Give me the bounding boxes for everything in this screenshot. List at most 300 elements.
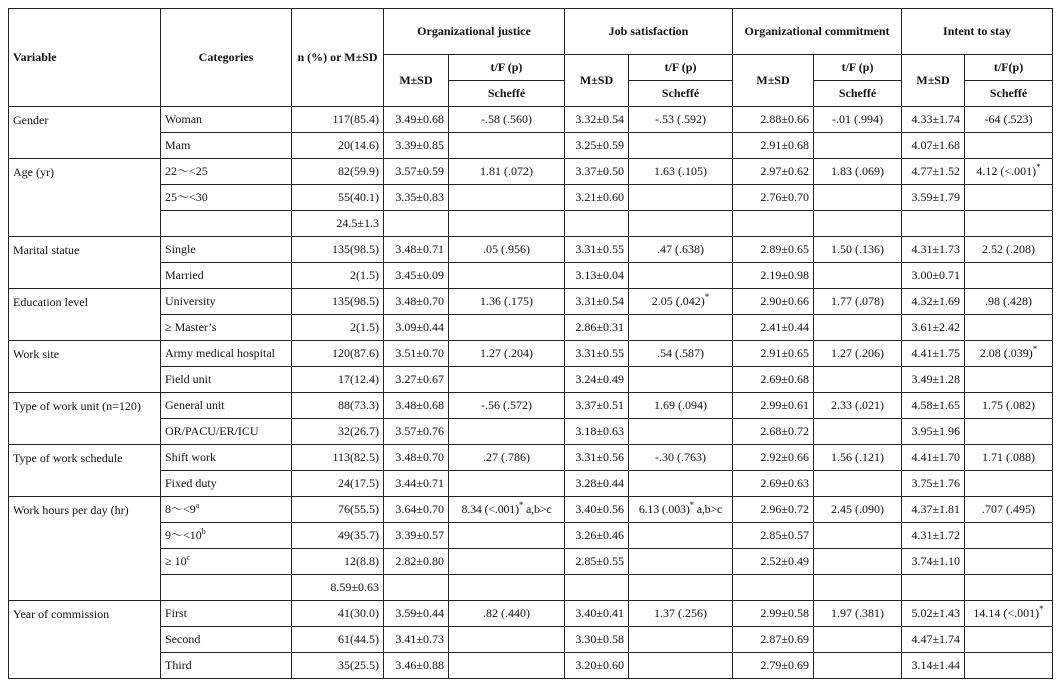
table-row bbox=[9, 107, 1053, 133]
organizational-justice-msd-cell: 3.27±0.67 bbox=[384, 367, 449, 393]
intent-to-stay-tf-text: 14.14 (<.001) bbox=[973, 606, 1040, 620]
job-satisfaction-tf-cell bbox=[629, 159, 733, 185]
category-cell bbox=[161, 575, 292, 601]
table-row bbox=[9, 237, 1053, 263]
job-satisfaction-tf-text: 6.13 (.003) bbox=[638, 502, 690, 516]
header-js-tfp: t/F (p) bbox=[629, 55, 733, 81]
organizational-commitment-msd-cell: 2.88±0.66 bbox=[733, 107, 814, 133]
n-cell: 76(55.5) bbox=[292, 497, 384, 523]
organizational-commitment-tf-text: 1.97 (.381) bbox=[831, 606, 885, 620]
job-satisfaction-tf-cell bbox=[629, 653, 733, 679]
intent-to-stay-tf-cell bbox=[965, 653, 1053, 679]
intent-to-stay-tf-cell bbox=[965, 159, 1053, 185]
table-row bbox=[9, 419, 1053, 445]
n-cell: 24.5±1.3 bbox=[292, 211, 384, 237]
table-row bbox=[9, 523, 1053, 549]
header-js-msd: M±SD bbox=[565, 55, 629, 107]
organizational-commitment-msd-cell: 2.89±0.65 bbox=[733, 237, 814, 263]
organizational-commitment-tf-cell bbox=[814, 653, 902, 679]
job-satisfaction-msd-cell: 3.40±0.56 bbox=[565, 497, 629, 523]
category-text: Woman bbox=[165, 112, 203, 126]
organizational-justice-msd-cell: 3.48±0.70 bbox=[384, 289, 449, 315]
intent-to-stay-tf-cell bbox=[965, 549, 1053, 575]
n-cell: 24(17.5) bbox=[292, 471, 384, 497]
intent-to-stay-msd-cell: 3.61±2.42 bbox=[902, 315, 965, 341]
category-cell bbox=[161, 289, 292, 315]
organizational-commitment-tf-cell bbox=[814, 185, 902, 211]
intent-to-stay-tf-text: 2.08 (.039) bbox=[979, 346, 1033, 360]
n-cell: 8.59±0.63 bbox=[292, 575, 384, 601]
category-text: 8～<9 bbox=[165, 502, 196, 516]
intent-to-stay-msd-cell: 4.77±1.52 bbox=[902, 159, 965, 185]
n-cell: 32(26.7) bbox=[292, 419, 384, 445]
organizational-justice-tf-cell bbox=[449, 211, 565, 237]
job-satisfaction-tf-cell bbox=[629, 471, 733, 497]
category-cell bbox=[161, 471, 292, 497]
intent-to-stay-tf-cell bbox=[965, 211, 1053, 237]
intent-to-stay-tf-cell bbox=[965, 575, 1053, 601]
category-cell bbox=[161, 601, 292, 627]
table-row bbox=[9, 159, 1053, 185]
organizational-commitment-tf-text: 1.27 (.206) bbox=[831, 346, 885, 360]
organizational-justice-tf-cell bbox=[449, 159, 565, 185]
category-cell bbox=[161, 419, 292, 445]
header-organizational-commitment: Organizational commitment bbox=[733, 9, 902, 55]
n-cell: 135(98.5) bbox=[292, 289, 384, 315]
table-row bbox=[9, 575, 1053, 601]
category-text: Married bbox=[165, 268, 204, 282]
organizational-justice-tf-cell bbox=[449, 237, 565, 263]
intent-to-stay-msd-cell: 3.59±1.79 bbox=[902, 185, 965, 211]
organizational-justice-tf-cell bbox=[449, 471, 565, 497]
table-row bbox=[9, 627, 1053, 653]
job-satisfaction-msd-cell: 3.37±0.50 bbox=[565, 159, 629, 185]
job-satisfaction-tf-cell bbox=[629, 289, 733, 315]
header-js-scheffe: Scheffé bbox=[629, 81, 733, 107]
category-cell bbox=[161, 237, 292, 263]
job-satisfaction-tf-cell bbox=[629, 523, 733, 549]
intent-to-stay-msd-cell: 4.07±1.68 bbox=[902, 133, 965, 159]
job-satisfaction-tf-cell bbox=[629, 445, 733, 471]
category-cell bbox=[161, 315, 292, 341]
intent-to-stay-msd-cell: 3.14±1.44 bbox=[902, 653, 965, 679]
organizational-justice-tf-text: -.58 (.560) bbox=[481, 112, 532, 126]
organizational-justice-msd-cell: 3.48±0.71 bbox=[384, 237, 449, 263]
job-satisfaction-tf-text: 1.63 (.105) bbox=[654, 164, 707, 178]
n-cell: 113(82.5) bbox=[292, 445, 384, 471]
job-satisfaction-tf-cell bbox=[629, 185, 733, 211]
organizational-justice-tf-text: 1.36 (.175) bbox=[480, 294, 533, 308]
variable-cell: Age (yr) bbox=[9, 159, 161, 237]
job-satisfaction-tf-cell bbox=[629, 107, 733, 133]
organizational-commitment-tf-cell bbox=[814, 627, 902, 653]
intent-to-stay-tf-cell bbox=[965, 185, 1053, 211]
n-cell: 117(85.4) bbox=[292, 107, 384, 133]
job-satisfaction-msd-cell: 3.32±0.54 bbox=[565, 107, 629, 133]
n-cell: 41(30.0) bbox=[292, 601, 384, 627]
variable-cell: Type of work unit (n=120) bbox=[9, 393, 161, 445]
intent-to-stay-tf-text: 4.12 (<.001) bbox=[976, 164, 1037, 178]
organizational-justice-msd-cell: 3.41±0.73 bbox=[384, 627, 449, 653]
header-oj-scheffe: Scheffé bbox=[449, 81, 565, 107]
organizational-justice-msd-cell: 3.09±0.44 bbox=[384, 315, 449, 341]
intent-to-stay-msd-cell: 4.31±1.73 bbox=[902, 237, 965, 263]
table-row bbox=[9, 497, 1053, 523]
organizational-justice-tf-cell bbox=[449, 523, 565, 549]
organizational-commitment-tf-cell bbox=[814, 575, 902, 601]
organizational-commitment-msd-cell: 2.91±0.65 bbox=[733, 341, 814, 367]
intent-to-stay-msd-cell: 3.95±1.96 bbox=[902, 419, 965, 445]
organizational-commitment-msd-cell: 2.87±0.69 bbox=[733, 627, 814, 653]
organizational-justice-tf-cell bbox=[449, 393, 565, 419]
table-body bbox=[9, 107, 1053, 679]
category-cell bbox=[161, 549, 292, 575]
category-text: First bbox=[165, 606, 188, 620]
header-oc-scheffe: Scheffé bbox=[814, 81, 902, 107]
header-intent-to-stay: Intent to stay bbox=[902, 9, 1053, 55]
category-cell bbox=[161, 263, 292, 289]
job-satisfaction-tf-cell bbox=[629, 237, 733, 263]
organizational-justice-tf-text: -.56 (.572) bbox=[481, 398, 532, 412]
table-row bbox=[9, 341, 1053, 367]
organizational-commitment-tf-text: 1.56 (.121) bbox=[831, 450, 885, 464]
job-satisfaction-msd-cell: 3.31±0.56 bbox=[565, 445, 629, 471]
job-satisfaction-msd-cell: 3.26±0.46 bbox=[565, 523, 629, 549]
organizational-commitment-msd-cell: 2.97±0.62 bbox=[733, 159, 814, 185]
intent-to-stay-tf-cell bbox=[965, 497, 1053, 523]
intent-to-stay-msd-cell: 4.32±1.69 bbox=[902, 289, 965, 315]
organizational-commitment-tf-cell bbox=[814, 159, 902, 185]
job-satisfaction-msd-cell: 3.20±0.60 bbox=[565, 653, 629, 679]
n-cell: 135(98.5) bbox=[292, 237, 384, 263]
organizational-justice-msd-cell: 3.51±0.70 bbox=[384, 341, 449, 367]
n-cell: 12(8.8) bbox=[292, 549, 384, 575]
category-cell bbox=[161, 627, 292, 653]
table-row bbox=[9, 211, 1053, 237]
organizational-commitment-msd-cell: 2.19±0.98 bbox=[733, 263, 814, 289]
significance-marker: * bbox=[1039, 604, 1044, 614]
organizational-commitment-msd-cell: 2.85±0.57 bbox=[733, 523, 814, 549]
variable-cell: Work site bbox=[9, 341, 161, 393]
organizational-commitment-tf-cell bbox=[814, 289, 902, 315]
job-satisfaction-tf-text: 1.69 (.094) bbox=[654, 398, 707, 412]
intent-to-stay-tf-cell bbox=[965, 627, 1053, 653]
category-cell bbox=[161, 159, 292, 185]
variable-cell: Education level bbox=[9, 289, 161, 341]
organizational-justice-tf-cell bbox=[449, 133, 565, 159]
header-oc-tfp: t/F (p) bbox=[814, 55, 902, 81]
intent-to-stay-tf-cell bbox=[965, 341, 1053, 367]
job-satisfaction-msd-cell: 3.31±0.55 bbox=[565, 341, 629, 367]
variable-cell: Type of work schedule bbox=[9, 445, 161, 497]
organizational-justice-tf-cell bbox=[449, 367, 565, 393]
organizational-justice-tf-text: .27 (.786) bbox=[483, 450, 530, 464]
category-text: ≥ 10 bbox=[165, 554, 187, 568]
n-cell: 49(35.7) bbox=[292, 523, 384, 549]
intent-to-stay-tf-text: -64 (.523) bbox=[984, 112, 1033, 126]
intent-to-stay-tf-cell bbox=[965, 315, 1053, 341]
category-cell bbox=[161, 523, 292, 549]
organizational-justice-tf-text: .05 (.956) bbox=[483, 242, 530, 256]
organizational-justice-tf-cell bbox=[449, 263, 565, 289]
organizational-commitment-msd-cell: 2.69±0.68 bbox=[733, 367, 814, 393]
n-cell: 17(12.4) bbox=[292, 367, 384, 393]
organizational-justice-tf-cell bbox=[449, 445, 565, 471]
significance-marker: * bbox=[704, 292, 710, 302]
organizational-justice-tf-cell bbox=[449, 627, 565, 653]
intent-to-stay-msd-cell: 4.37±1.81 bbox=[902, 497, 965, 523]
organizational-commitment-msd-cell: 2.96±0.72 bbox=[733, 497, 814, 523]
table-header bbox=[9, 9, 1053, 107]
organizational-commitment-tf-cell bbox=[814, 237, 902, 263]
job-satisfaction-tf-cell bbox=[629, 211, 733, 237]
organizational-commitment-tf-text: 1.77 (.078) bbox=[831, 294, 885, 308]
organizational-justice-tf-cell bbox=[449, 185, 565, 211]
n-cell: 2(1.5) bbox=[292, 315, 384, 341]
intent-to-stay-msd-cell bbox=[902, 211, 965, 237]
organizational-commitment-tf-cell bbox=[814, 549, 902, 575]
organizational-justice-tf-cell bbox=[449, 289, 565, 315]
job-satisfaction-tf-cell bbox=[629, 367, 733, 393]
table-row bbox=[9, 445, 1053, 471]
intent-to-stay-tf-cell bbox=[965, 601, 1053, 627]
organizational-commitment-tf-cell bbox=[814, 419, 902, 445]
category-cell bbox=[161, 133, 292, 159]
organizational-commitment-tf-cell bbox=[814, 107, 902, 133]
organizational-commitment-msd-cell bbox=[733, 575, 814, 601]
organizational-commitment-msd-cell: 2.41±0.44 bbox=[733, 315, 814, 341]
table-row bbox=[9, 393, 1053, 419]
job-satisfaction-tf-text: 1.37 (.256) bbox=[654, 606, 707, 620]
job-satisfaction-tf-text: -.53 (.592) bbox=[655, 112, 706, 126]
organizational-commitment-msd-cell: 2.52±0.49 bbox=[733, 549, 814, 575]
organizational-commitment-tf-cell bbox=[814, 367, 902, 393]
job-satisfaction-msd-cell: 2.86±0.31 bbox=[565, 315, 629, 341]
job-satisfaction-msd-cell: 3.13±0.04 bbox=[565, 263, 629, 289]
intent-to-stay-tf-cell bbox=[965, 419, 1053, 445]
organizational-justice-tf-cell bbox=[449, 601, 565, 627]
table-row bbox=[9, 185, 1053, 211]
job-satisfaction-tf-cell bbox=[629, 341, 733, 367]
organizational-justice-tf-text: 1.81 (.072) bbox=[480, 164, 533, 178]
n-cell: 61(44.5) bbox=[292, 627, 384, 653]
job-satisfaction-tf-text: .47 (.638) bbox=[657, 242, 704, 256]
category-superscript: c bbox=[186, 553, 191, 562]
category-text: General unit bbox=[165, 398, 225, 412]
job-satisfaction-msd-cell: 3.18±0.63 bbox=[565, 419, 629, 445]
organizational-justice-msd-cell: 3.57±0.59 bbox=[384, 159, 449, 185]
job-satisfaction-tf-cell bbox=[629, 133, 733, 159]
intent-to-stay-tf-text: 1.75 (.082) bbox=[982, 398, 1036, 412]
scheffe-posthoc: a,b>c bbox=[523, 502, 552, 516]
organizational-justice-tf-text: 1.27 (.204) bbox=[480, 346, 533, 360]
job-satisfaction-msd-cell: 3.37±0.51 bbox=[565, 393, 629, 419]
intent-to-stay-msd-cell: 3.74±1.10 bbox=[902, 549, 965, 575]
job-satisfaction-tf-cell bbox=[629, 601, 733, 627]
category-text: Army medical hospital bbox=[165, 346, 275, 360]
header-job-satisfaction: Job satisfaction bbox=[565, 9, 733, 55]
job-satisfaction-msd-cell bbox=[565, 211, 629, 237]
job-satisfaction-tf-cell bbox=[629, 393, 733, 419]
intent-to-stay-msd-cell: 4.33±1.74 bbox=[902, 107, 965, 133]
organizational-justice-tf-cell bbox=[449, 549, 565, 575]
job-satisfaction-tf-cell bbox=[629, 627, 733, 653]
category-cell bbox=[161, 445, 292, 471]
category-text: Shift work bbox=[165, 450, 216, 464]
organizational-commitment-msd-cell: 2.76±0.70 bbox=[733, 185, 814, 211]
intent-to-stay-tf-cell bbox=[965, 393, 1053, 419]
job-satisfaction-msd-cell: 2.85±0.55 bbox=[565, 549, 629, 575]
scheffe-posthoc: a,b>c bbox=[693, 502, 723, 516]
table-row bbox=[9, 549, 1053, 575]
category-cell bbox=[161, 185, 292, 211]
organizational-justice-msd-cell: 3.44±0.71 bbox=[384, 471, 449, 497]
header-categories: Categories bbox=[161, 9, 292, 107]
category-text: 22～<25 bbox=[165, 164, 208, 178]
organizational-commitment-msd-cell: 2.69±0.63 bbox=[733, 471, 814, 497]
organizational-commitment-msd-cell bbox=[733, 211, 814, 237]
header-is-tfp: t/F(p) bbox=[965, 55, 1053, 81]
n-cell: 55(40.1) bbox=[292, 185, 384, 211]
significance-marker: * bbox=[689, 500, 694, 510]
organizational-justice-msd-cell: 3.39±0.57 bbox=[384, 523, 449, 549]
table-row bbox=[9, 653, 1053, 679]
category-cell bbox=[161, 211, 292, 237]
organizational-commitment-tf-text: 1.83 (.069) bbox=[831, 164, 885, 178]
organizational-justice-msd-cell: 3.64±0.70 bbox=[384, 497, 449, 523]
table-row bbox=[9, 367, 1053, 393]
organizational-justice-msd-cell: 3.49±0.68 bbox=[384, 107, 449, 133]
intent-to-stay-tf-cell bbox=[965, 471, 1053, 497]
job-satisfaction-msd-cell: 3.24±0.49 bbox=[565, 367, 629, 393]
category-cell bbox=[161, 393, 292, 419]
organizational-justice-tf-cell bbox=[449, 575, 565, 601]
organizational-justice-msd-cell: 3.46±0.88 bbox=[384, 653, 449, 679]
organizational-justice-msd-cell: 3.59±0.44 bbox=[384, 601, 449, 627]
organizational-commitment-tf-cell bbox=[814, 133, 902, 159]
table-row bbox=[9, 471, 1053, 497]
category-cell bbox=[161, 107, 292, 133]
category-text: Single bbox=[165, 242, 196, 256]
data-table bbox=[8, 8, 1053, 679]
intent-to-stay-msd-cell: 4.41±1.70 bbox=[902, 445, 965, 471]
organizational-commitment-msd-cell: 2.91±0.68 bbox=[733, 133, 814, 159]
organizational-justice-tf-cell bbox=[449, 653, 565, 679]
organizational-commitment-msd-cell: 2.90±0.66 bbox=[733, 289, 814, 315]
variable-cell: Work hours per day (hr) bbox=[9, 497, 161, 601]
organizational-justice-tf-cell bbox=[449, 419, 565, 445]
category-cell bbox=[161, 653, 292, 679]
intent-to-stay-msd-cell: 4.41±1.75 bbox=[902, 341, 965, 367]
organizational-commitment-msd-cell: 2.68±0.72 bbox=[733, 419, 814, 445]
organizational-justice-msd-cell: 3.48±0.68 bbox=[384, 393, 449, 419]
category-cell bbox=[161, 341, 292, 367]
organizational-commitment-tf-cell bbox=[814, 341, 902, 367]
organizational-justice-msd-cell: 3.35±0.83 bbox=[384, 185, 449, 211]
category-text: Fixed duty bbox=[165, 476, 217, 490]
organizational-justice-msd-cell: 2.82±0.80 bbox=[384, 549, 449, 575]
category-text: University bbox=[165, 294, 216, 308]
n-cell: 35(25.5) bbox=[292, 653, 384, 679]
organizational-justice-msd-cell: 3.45±0.09 bbox=[384, 263, 449, 289]
intent-to-stay-tf-cell bbox=[965, 367, 1053, 393]
organizational-justice-tf-text: 8.34 (<.001) bbox=[461, 502, 519, 516]
table-container bbox=[8, 8, 1053, 679]
intent-to-stay-tf-cell bbox=[965, 445, 1053, 471]
intent-to-stay-tf-cell bbox=[965, 133, 1053, 159]
table-row bbox=[9, 133, 1053, 159]
significance-marker: * bbox=[1036, 162, 1041, 172]
category-text: Field unit bbox=[165, 372, 212, 386]
intent-to-stay-tf-cell bbox=[965, 107, 1053, 133]
organizational-justice-tf-text: .82 (.440) bbox=[483, 606, 530, 620]
job-satisfaction-msd-cell: 3.40±0.41 bbox=[565, 601, 629, 627]
category-text: Third bbox=[165, 658, 192, 672]
intent-to-stay-msd-cell: 4.47±1.74 bbox=[902, 627, 965, 653]
job-satisfaction-msd-cell: 3.21±0.60 bbox=[565, 185, 629, 211]
header-oc-msd: M±SD bbox=[733, 55, 814, 107]
intent-to-stay-msd-cell: 4.31±1.72 bbox=[902, 523, 965, 549]
job-satisfaction-msd-cell: 3.28±0.44 bbox=[565, 471, 629, 497]
header-oj-tfp: t/F (p) bbox=[449, 55, 565, 81]
variable-cell: Marital statue bbox=[9, 237, 161, 289]
header-organizational-justice: Organizational justice bbox=[384, 9, 565, 55]
intent-to-stay-msd-cell: 3.49±1.28 bbox=[902, 367, 965, 393]
organizational-justice-msd-cell: 3.48±0.70 bbox=[384, 445, 449, 471]
intent-to-stay-msd-cell bbox=[902, 575, 965, 601]
intent-to-stay-tf-text: 2.52 (.208) bbox=[982, 242, 1036, 256]
table-row bbox=[9, 601, 1053, 627]
table-row bbox=[9, 315, 1053, 341]
organizational-justice-msd-cell: 3.57±0.76 bbox=[384, 419, 449, 445]
organizational-commitment-tf-text: 1.50 (.136) bbox=[831, 242, 885, 256]
intent-to-stay-msd-cell: 4.58±1.65 bbox=[902, 393, 965, 419]
variable-cell: Year of commission bbox=[9, 601, 161, 679]
organizational-commitment-tf-cell bbox=[814, 497, 902, 523]
header-is-msd: M±SD bbox=[902, 55, 965, 107]
category-text: ≥ Master’s bbox=[165, 320, 217, 334]
n-cell: 82(59.9) bbox=[292, 159, 384, 185]
category-text: Second bbox=[165, 632, 201, 646]
category-superscript: a bbox=[195, 501, 200, 510]
organizational-justice-tf-cell bbox=[449, 107, 565, 133]
category-cell bbox=[161, 367, 292, 393]
category-text: OR/PACU/ER/ICU bbox=[165, 424, 259, 438]
intent-to-stay-msd-cell: 3.00±0.71 bbox=[902, 263, 965, 289]
job-satisfaction-tf-cell bbox=[629, 315, 733, 341]
table-row bbox=[9, 263, 1053, 289]
header-oj-msd: M±SD bbox=[384, 55, 449, 107]
intent-to-stay-tf-cell bbox=[965, 263, 1053, 289]
organizational-commitment-msd-cell: 2.92±0.66 bbox=[733, 445, 814, 471]
category-text: 9～<10 bbox=[165, 528, 202, 542]
organizational-commitment-tf-text: 2.45 (.090) bbox=[831, 502, 885, 516]
job-satisfaction-tf-cell bbox=[629, 575, 733, 601]
organizational-commitment-tf-cell bbox=[814, 315, 902, 341]
intent-to-stay-tf-text: .98 (.428) bbox=[985, 294, 1033, 308]
organizational-commitment-tf-text: -.01 (.994) bbox=[832, 112, 884, 126]
intent-to-stay-msd-cell: 5.02±1.43 bbox=[902, 601, 965, 627]
category-superscript: b bbox=[201, 527, 206, 536]
organizational-commitment-tf-cell bbox=[814, 523, 902, 549]
organizational-commitment-tf-text: 2.33 (.021) bbox=[831, 398, 885, 412]
significance-marker: * bbox=[1032, 344, 1038, 354]
organizational-commitment-msd-cell: 2.99±0.61 bbox=[733, 393, 814, 419]
intent-to-stay-tf-cell bbox=[965, 237, 1053, 263]
n-cell: 120(87.6) bbox=[292, 341, 384, 367]
n-cell: 20(14.6) bbox=[292, 133, 384, 159]
organizational-commitment-tf-cell bbox=[814, 445, 902, 471]
